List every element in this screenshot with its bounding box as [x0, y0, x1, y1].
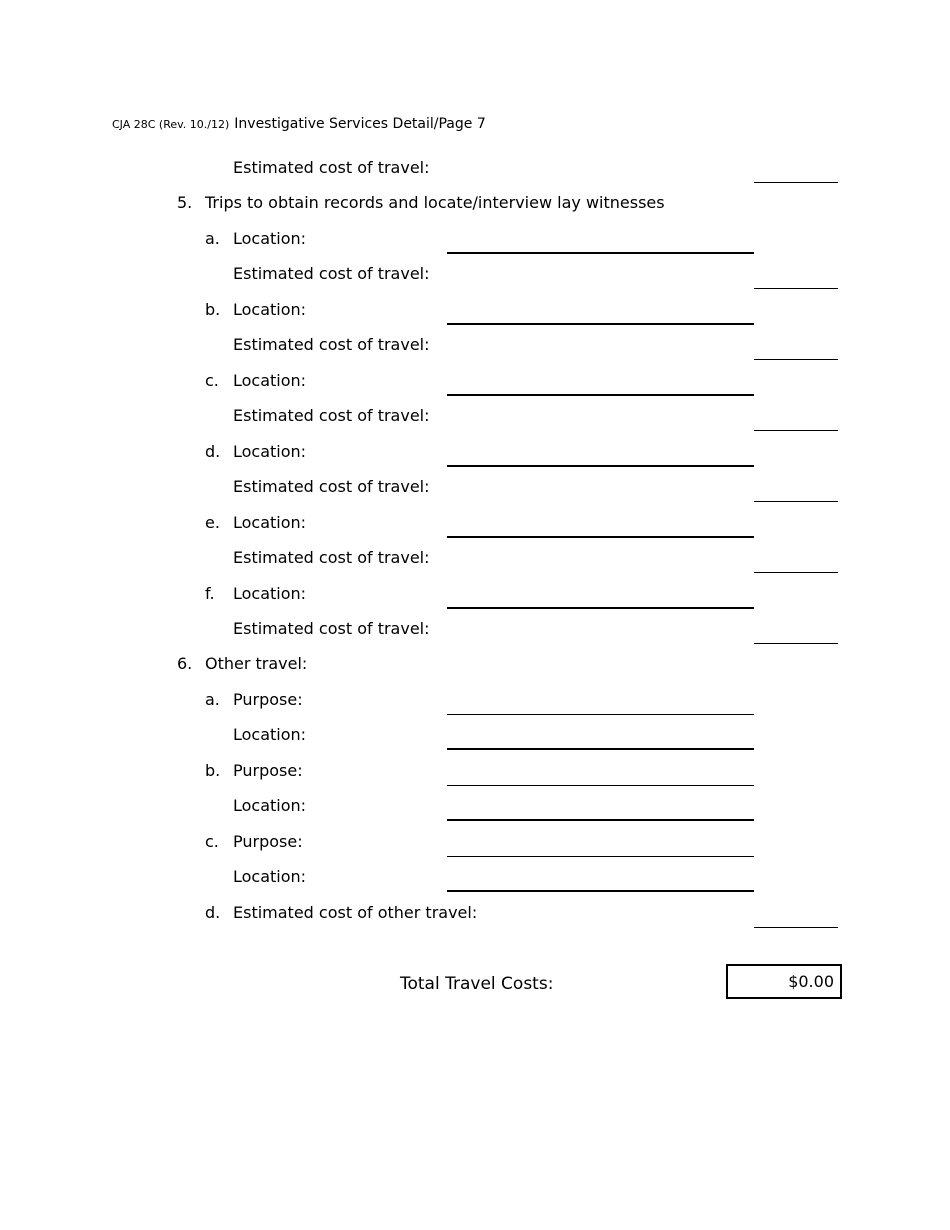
purpose-field[interactable]: [447, 714, 754, 715]
page-header: [112, 113, 486, 132]
location-label: Location:: [233, 725, 307, 744]
page-title: Investigative Services Detail/Page 7: [234, 116, 486, 132]
section5-item-letter: a.: [205, 229, 220, 248]
location-field[interactable]: [447, 323, 754, 325]
cost-label: Estimated cost of travel:: [233, 406, 430, 425]
cost-label: Estimated cost of travel:: [233, 477, 430, 496]
location-field[interactable]: [447, 819, 754, 821]
carryover-cost-label: Estimated cost of travel:: [233, 158, 430, 177]
location-field[interactable]: [447, 607, 754, 609]
cost-field[interactable]: [754, 359, 838, 360]
location-label: Location:: [233, 229, 307, 248]
location-label: Location:: [233, 867, 307, 886]
location-label: Location:: [233, 371, 307, 390]
section5-item-letter: f.: [205, 584, 215, 603]
section6-title: Other travel:: [205, 654, 308, 673]
location-field[interactable]: [447, 252, 754, 254]
cost-label: Estimated cost of travel:: [233, 335, 430, 354]
section5-item-letter: c.: [205, 371, 219, 390]
section6-item-letter: a.: [205, 690, 220, 709]
location-field[interactable]: [447, 748, 754, 750]
cost-field[interactable]: [754, 643, 838, 644]
location-label: Location:: [233, 584, 307, 603]
section5-title: Trips to obtain records and locate/interview lay witnesses: [205, 193, 665, 212]
form-id: CJA 28C (Rev. 10./12): [112, 118, 230, 131]
section6-item-letter: b.: [205, 761, 221, 780]
cost-label: Estimated cost of travel:: [233, 548, 430, 567]
location-label: Location:: [233, 513, 307, 532]
purpose-field[interactable]: [447, 785, 754, 786]
purpose-label: Purpose:: [233, 832, 303, 851]
purpose-field[interactable]: [447, 856, 754, 857]
location-label: Location:: [233, 796, 307, 815]
purpose-label: Purpose:: [233, 761, 303, 780]
section6-number: 6.: [177, 654, 193, 673]
section5-item-letter: e.: [205, 513, 220, 532]
location-field[interactable]: [447, 890, 754, 892]
cost-label: Estimated cost of travel:: [233, 264, 430, 283]
location-field[interactable]: [447, 465, 754, 467]
cost-field[interactable]: [754, 430, 838, 431]
location-label: Location:: [233, 300, 307, 319]
total-field[interactable]: $0.00: [726, 964, 842, 999]
other-cost-field[interactable]: [754, 927, 838, 928]
cost-label: Estimated cost of travel:: [233, 619, 430, 638]
section5-item-letter: d.: [205, 442, 221, 461]
section6-other-letter: d.: [205, 903, 221, 922]
section5-item-letter: b.: [205, 300, 221, 319]
other-cost-label: Estimated cost of other travel:: [233, 903, 478, 922]
carryover-cost-field[interactable]: [754, 182, 838, 183]
section5-number: 5.: [177, 193, 193, 212]
total-label: Total Travel Costs:: [400, 974, 554, 994]
location-label: Location:: [233, 442, 307, 461]
location-field[interactable]: [447, 536, 754, 538]
cost-field[interactable]: [754, 572, 838, 573]
section6-item-letter: c.: [205, 832, 219, 851]
cost-field[interactable]: [754, 288, 838, 289]
purpose-label: Purpose:: [233, 690, 303, 709]
location-field[interactable]: [447, 394, 754, 396]
cost-field[interactable]: [754, 501, 838, 502]
